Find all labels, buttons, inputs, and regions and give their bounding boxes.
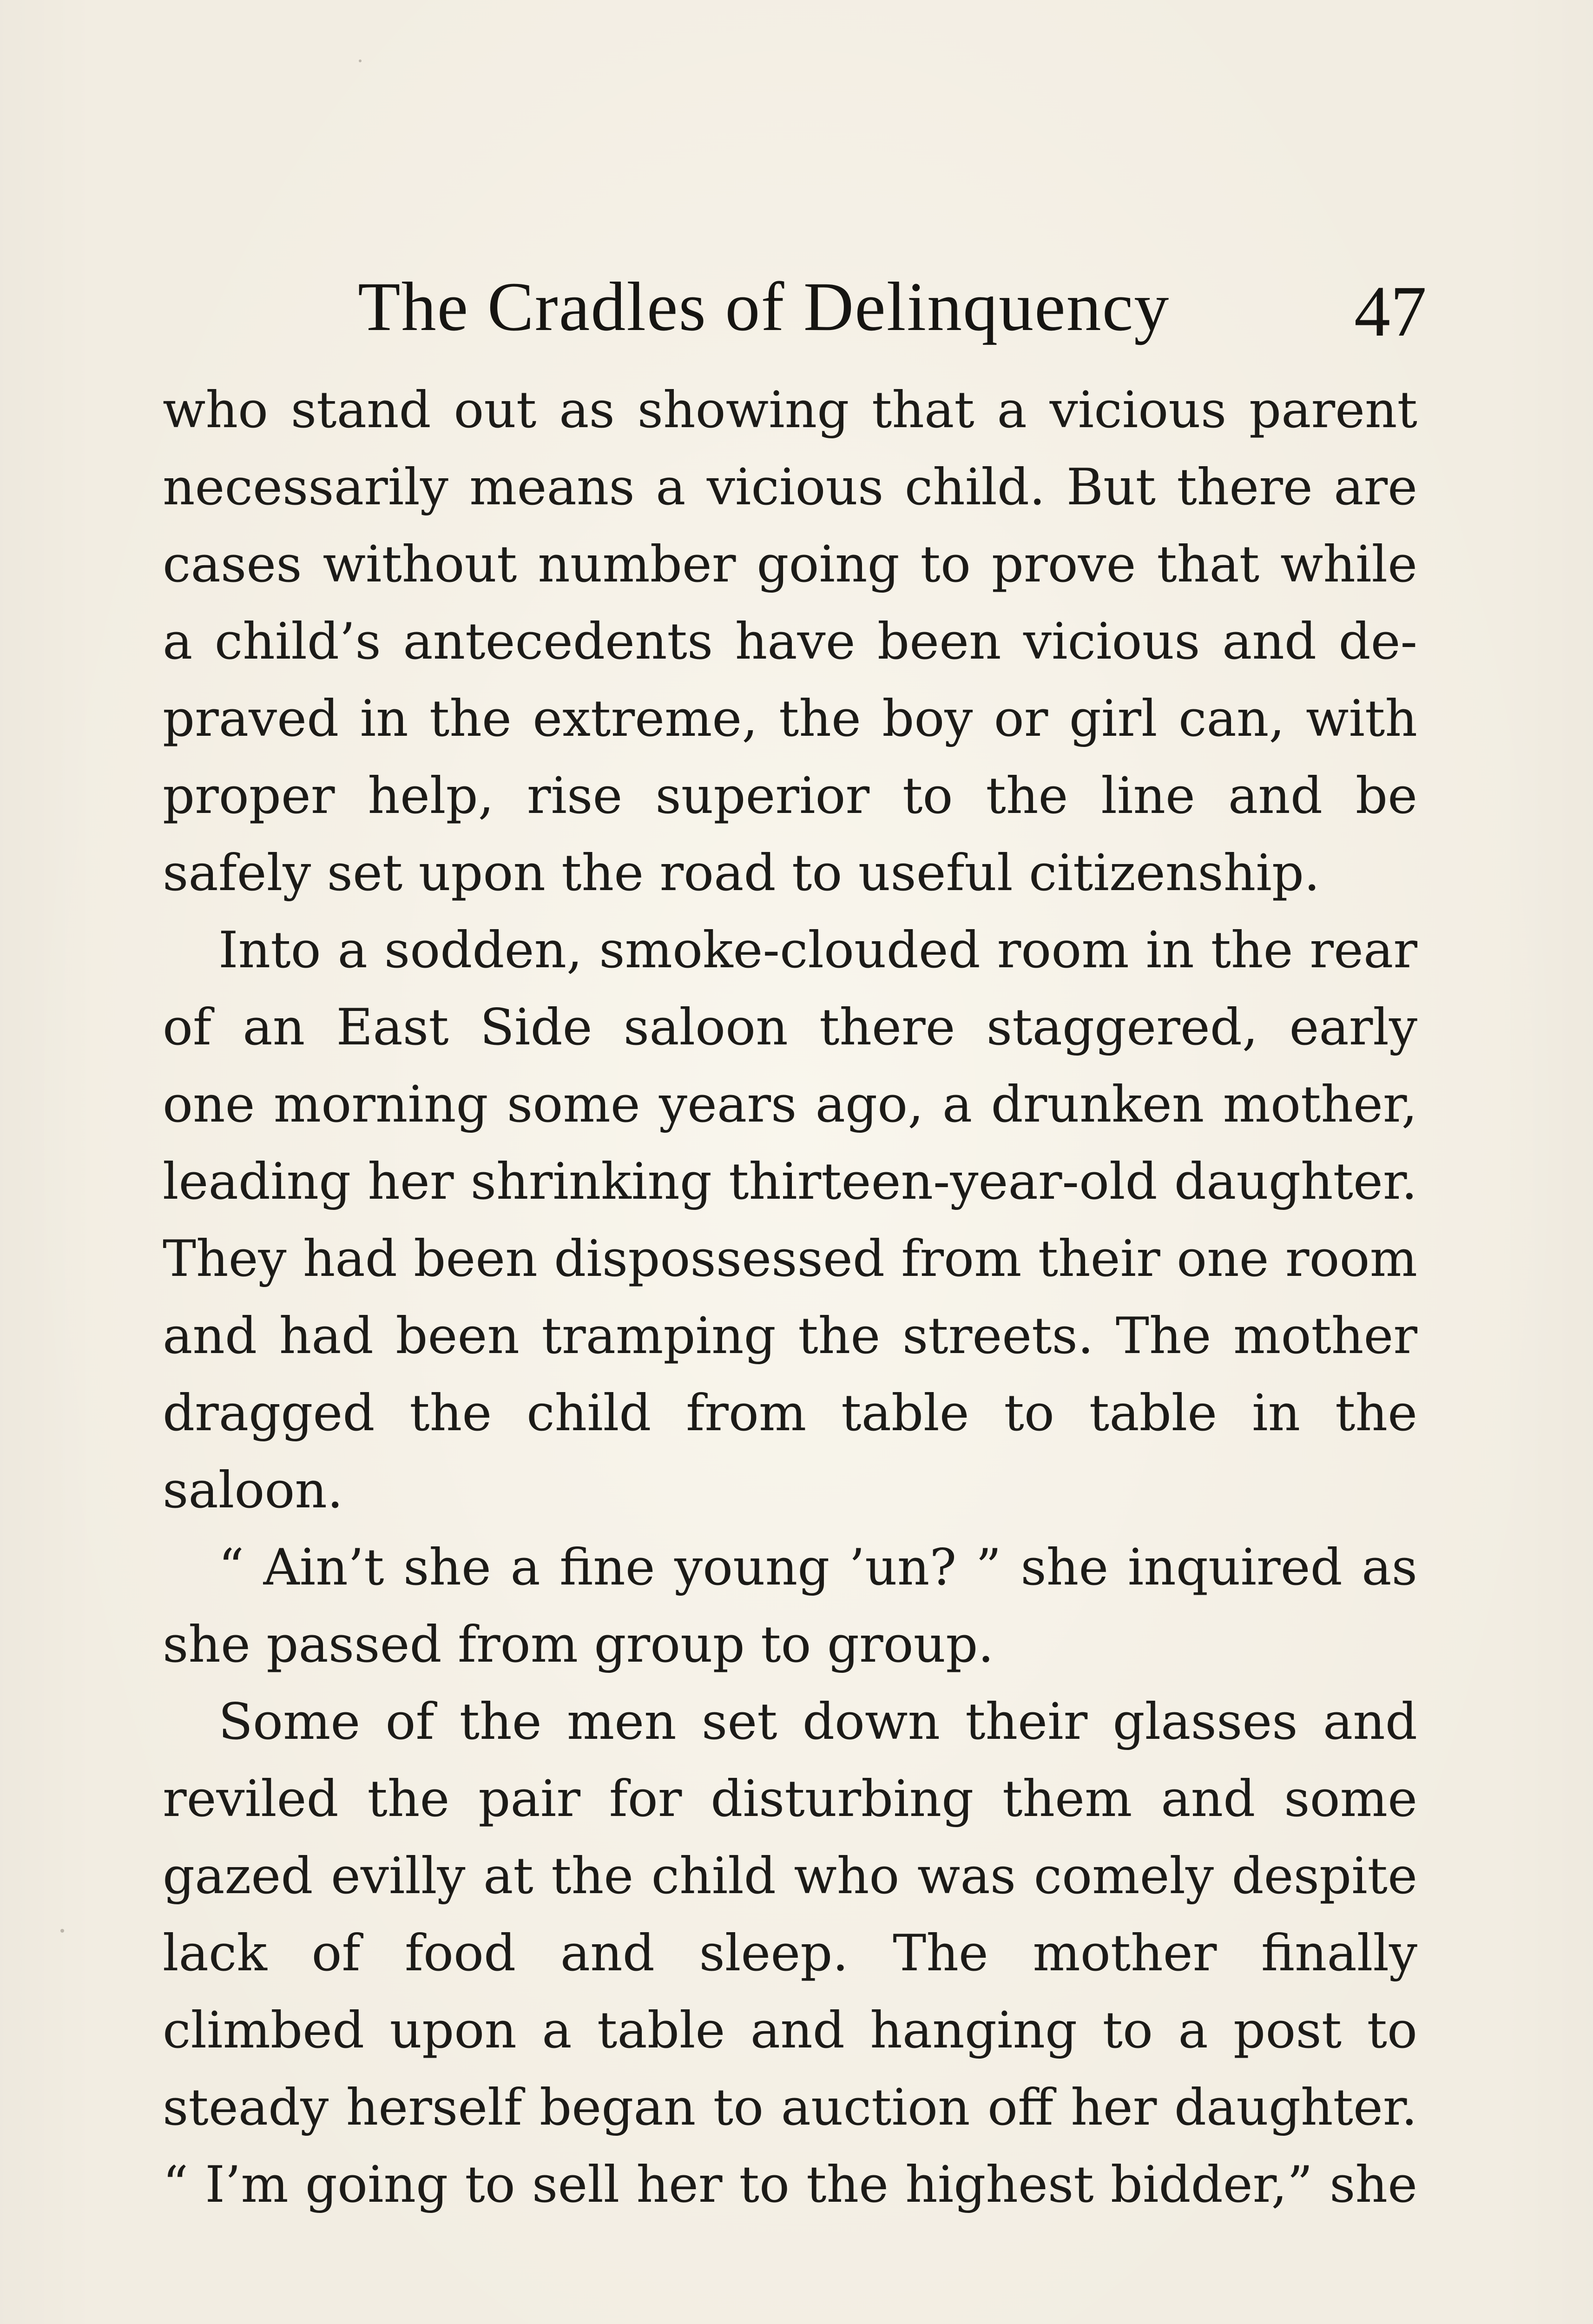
text-line: necessarily means a vicious child. But there are [163, 458, 1417, 516]
text-line: she passed from group to group. [163, 1616, 994, 1674]
paper-speck [359, 59, 362, 62]
paragraph-3 [163, 1529, 1417, 1684]
text-line: cases without number going to prove that while [163, 535, 1417, 594]
text-line: dragged the child from table to table in the [163, 1384, 1417, 1442]
text-line: and had been tramping the streets. The mother [163, 1307, 1417, 1365]
text-line: leading her shrinking thirteen-year-old daughter. [163, 1153, 1417, 1211]
text-line: praved in the extreme, the boy or girl can, with [163, 690, 1417, 748]
text-line: “ I’m going to sell her to the highest bidder,” she [163, 2156, 1417, 2214]
text-line: Into a sodden, smoke-clouded room in the rear [218, 921, 1417, 979]
text-line: Some of the men set down their glasses and [218, 1693, 1417, 1751]
text-line: steady herself began to auction off her daughter. [163, 2079, 1417, 2137]
text-line: They had been dispossessed from their one room [163, 1230, 1417, 1288]
text-line: a child’s antecedents have been vicious and de- [163, 613, 1417, 671]
text-line: lack of food and sleep. The mother finally [163, 1924, 1417, 1982]
running-title: The Cradles of Delinquency [358, 268, 1170, 345]
paragraph-1 [163, 372, 1417, 912]
text-line: who stand out as showing that a vicious parent [163, 381, 1417, 439]
text-line: of an East Side saloon there staggered, early [163, 998, 1417, 1056]
body-text [163, 372, 1417, 2224]
text-line: safely set upon the road to useful citizenship. [163, 844, 1320, 902]
page-number: 47 [1354, 271, 1427, 351]
text-line: climbed upon a table and hanging to a post to [163, 2001, 1417, 2060]
text-line: “ Ain’t she a fine young ’un? ” she inquired as [218, 1538, 1417, 1597]
text-line: proper help, rise superior to the line and be [163, 767, 1417, 825]
text-line: one morning some years ago, a drunken mother, [163, 1076, 1417, 1134]
paragraph-2 [163, 912, 1417, 1529]
paper-speck [60, 1929, 64, 1933]
text-line: reviled the pair for disturbing them and some [163, 1770, 1417, 1828]
text-line: saloon. [163, 1461, 343, 1519]
paragraph-4 [163, 1684, 1417, 2224]
running-head [358, 260, 1427, 353]
text-line: gazed evilly at the child who was comely despite [163, 1847, 1417, 1905]
